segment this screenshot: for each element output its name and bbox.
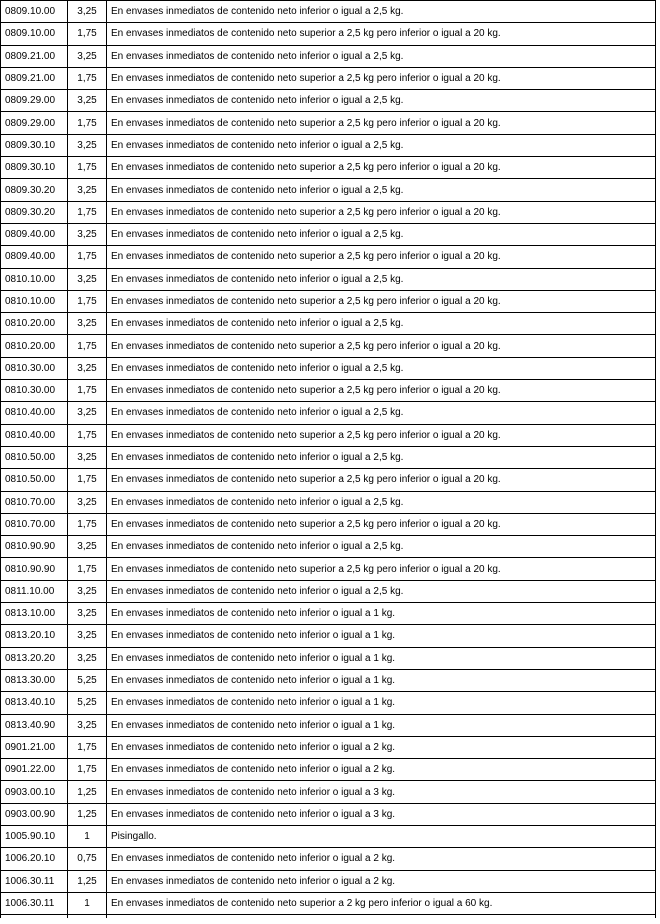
- table-row: [1, 625, 656, 647]
- table-row: [1, 781, 656, 803]
- rate-cell: 1,25: [68, 870, 107, 892]
- table-row: [1, 201, 656, 223]
- description-cell: En envases inmediatos de contenido neto inferior o igual a 2,5 kg.: [107, 1, 656, 23]
- description-cell: En envases inmediatos de contenido neto superior a 2,5 kg pero inferior o igual a 20 kg.: [107, 112, 656, 134]
- description-cell: En envases inmediatos de contenido neto inferior o igual a 1 kg.: [107, 603, 656, 625]
- rate-cell: 1: [68, 825, 107, 847]
- table-row: [1, 759, 656, 781]
- table-row: [1, 446, 656, 468]
- tariff-code-cell: 0813.30.00: [1, 669, 68, 691]
- description-cell: En envases inmediatos de contenido neto inferior o igual a 1 kg.: [107, 669, 656, 691]
- description-cell: En envases inmediatos de contenido neto superior a 2,5 kg pero inferior o igual a 20 kg.: [107, 424, 656, 446]
- rate-cell: 1,75: [68, 469, 107, 491]
- description-cell: En envases inmediatos de contenido neto inferior o igual a 2,5 kg.: [107, 179, 656, 201]
- description-cell: En envases inmediatos de contenido neto superior a 2,5 kg pero inferior o igual a 20 kg.: [107, 67, 656, 89]
- rate-cell: 5,25: [68, 692, 107, 714]
- rate-cell: 1,75: [68, 736, 107, 758]
- rate-cell: 3,25: [68, 223, 107, 245]
- description-cell: Pisingallo.: [107, 825, 656, 847]
- description-cell: En envases inmediatos de contenido neto inferior o igual a 2,5 kg.: [107, 45, 656, 67]
- tariff-code-cell: 0809.40.00: [1, 223, 68, 245]
- table-row: [1, 714, 656, 736]
- rate-cell: 3,25: [68, 45, 107, 67]
- table-row: [1, 825, 656, 847]
- table-row: [1, 513, 656, 535]
- rate-cell: 3,25: [68, 357, 107, 379]
- tariff-code-cell: 0810.40.00: [1, 424, 68, 446]
- description-cell: En envases inmediatos de contenido neto inferior o igual a 1 kg.: [107, 647, 656, 669]
- tariff-code-cell: 0810.50.00: [1, 469, 68, 491]
- table-row: [1, 491, 656, 513]
- tariff-code-cell: 1006.30.11: [1, 892, 68, 914]
- tariff-code-cell: 0810.30.00: [1, 357, 68, 379]
- table-row: [1, 380, 656, 402]
- rate-cell: 1,75: [68, 513, 107, 535]
- table-row: [1, 268, 656, 290]
- tariff-code-cell: 1005.90.10: [1, 825, 68, 847]
- table-row: [1, 23, 656, 45]
- rate-cell: 3,25: [68, 313, 107, 335]
- table-row: [1, 469, 656, 491]
- tariff-code-cell: 0810.90.90: [1, 558, 68, 580]
- table-row: [1, 357, 656, 379]
- table-row: [1, 580, 656, 602]
- rate-cell: 1,25: [68, 781, 107, 803]
- rate-cell: 1,75: [68, 380, 107, 402]
- tariff-code-cell: 0809.21.00: [1, 67, 68, 89]
- rate-cell: 3,25: [68, 268, 107, 290]
- description-cell: En envases inmediatos de contenido neto superior a 2,5 kg pero inferior o igual a 20 kg.: [107, 469, 656, 491]
- rate-cell: 1,75: [68, 67, 107, 89]
- description-cell: En envases inmediatos de contenido neto inferior o igual a 2,5 kg.: [107, 491, 656, 513]
- table-row: [1, 179, 656, 201]
- description-cell: En envases inmediatos de contenido neto inferior o igual a 1 kg.: [107, 625, 656, 647]
- rate-cell: 1,75: [68, 424, 107, 446]
- tariff-code-cell: 0809.40.00: [1, 246, 68, 268]
- rate-cell: 1,75: [68, 335, 107, 357]
- rate-cell: 1,75: [68, 112, 107, 134]
- table-row: [1, 558, 656, 580]
- table-row: [1, 335, 656, 357]
- table-row: [1, 669, 656, 691]
- cutoff-cell: [107, 915, 656, 919]
- tariff-code-cell: 0810.30.00: [1, 380, 68, 402]
- rate-cell: 1,75: [68, 201, 107, 223]
- rate-cell: 1,75: [68, 246, 107, 268]
- tariff-table-body: [1, 1, 656, 919]
- rate-cell: 1,25: [68, 803, 107, 825]
- tariff-code-cell: 0810.20.00: [1, 335, 68, 357]
- description-cell: En envases inmediatos de contenido neto inferior o igual a 2,5 kg.: [107, 134, 656, 156]
- tariff-code-cell: 0810.50.00: [1, 446, 68, 468]
- tariff-code-cell: 0809.10.00: [1, 1, 68, 23]
- description-cell: En envases inmediatos de contenido neto superior a 2,5 kg pero inferior o igual a 20 kg.: [107, 290, 656, 312]
- tariff-code-cell: 0809.30.10: [1, 134, 68, 156]
- table-row: [1, 112, 656, 134]
- tariff-code-cell: 0901.22.00: [1, 759, 68, 781]
- cutoff-cell: [68, 915, 107, 919]
- rate-cell: 3,25: [68, 491, 107, 513]
- rate-cell: 3,25: [68, 1, 107, 23]
- description-cell: En envases inmediatos de contenido neto superior a 2,5 kg pero inferior o igual a 20 kg.: [107, 23, 656, 45]
- description-cell: En envases inmediatos de contenido neto inferior o igual a 2 kg.: [107, 736, 656, 758]
- table-row: [1, 870, 656, 892]
- rate-cell: 3,25: [68, 580, 107, 602]
- rate-cell: 3,25: [68, 625, 107, 647]
- description-cell: En envases inmediatos de contenido neto inferior o igual a 2,5 kg.: [107, 90, 656, 112]
- table-row: [1, 67, 656, 89]
- description-cell: En envases inmediatos de contenido neto inferior o igual a 3 kg.: [107, 803, 656, 825]
- description-cell: En envases inmediatos de contenido neto inferior o igual a 2,5 kg.: [107, 446, 656, 468]
- tariff-code-cell: 0813.20.10: [1, 625, 68, 647]
- rate-cell: 3,25: [68, 402, 107, 424]
- table-row: [1, 736, 656, 758]
- description-cell: En envases inmediatos de contenido neto superior a 2,5 kg pero inferior o igual a 20 kg.: [107, 513, 656, 535]
- rate-cell: 3,25: [68, 446, 107, 468]
- tariff-code-cell: 0810.10.00: [1, 290, 68, 312]
- table-row: [1, 223, 656, 245]
- rate-cell: 3,25: [68, 90, 107, 112]
- rate-cell: 0,75: [68, 848, 107, 870]
- table-row: [1, 313, 656, 335]
- tariff-code-cell: 0811.10.00: [1, 580, 68, 602]
- tariff-code-cell: 0809.10.00: [1, 23, 68, 45]
- description-cell: En envases inmediatos de contenido neto inferior o igual a 2 kg.: [107, 759, 656, 781]
- tariff-code-cell: 0813.20.20: [1, 647, 68, 669]
- table-row-cutoff: [1, 915, 656, 919]
- description-cell: En envases inmediatos de contenido neto superior a 2,5 kg pero inferior o igual a 20 kg.: [107, 201, 656, 223]
- tariff-code-cell: 0903.00.90: [1, 803, 68, 825]
- rate-cell: 1,75: [68, 558, 107, 580]
- description-cell: En envases inmediatos de contenido neto superior a 2,5 kg pero inferior o igual a 20 kg.: [107, 246, 656, 268]
- description-cell: En envases inmediatos de contenido neto inferior o igual a 1 kg.: [107, 692, 656, 714]
- description-cell: En envases inmediatos de contenido neto inferior o igual a 2,5 kg.: [107, 357, 656, 379]
- description-cell: En envases inmediatos de contenido neto inferior o igual a 2,5 kg.: [107, 402, 656, 424]
- tariff-code-cell: 0809.30.20: [1, 201, 68, 223]
- tariff-code-cell: 0813.40.90: [1, 714, 68, 736]
- table-row: [1, 290, 656, 312]
- table-row: [1, 803, 656, 825]
- table-row: [1, 848, 656, 870]
- description-cell: En envases inmediatos de contenido neto inferior o igual a 2,5 kg.: [107, 536, 656, 558]
- table-row: [1, 157, 656, 179]
- rate-cell: 3,25: [68, 603, 107, 625]
- tariff-code-cell: 0810.40.00: [1, 402, 68, 424]
- tariff-code-cell: 0903.00.10: [1, 781, 68, 803]
- description-cell: En envases inmediatos de contenido neto superior a 2,5 kg pero inferior o igual a 20 kg.: [107, 335, 656, 357]
- table-row: [1, 402, 656, 424]
- description-cell: En envases inmediatos de contenido neto inferior o igual a 2 kg.: [107, 848, 656, 870]
- tariff-code-cell: 0809.29.00: [1, 112, 68, 134]
- description-cell: En envases inmediatos de contenido neto inferior o igual a 2,5 kg.: [107, 313, 656, 335]
- rate-cell: 3,25: [68, 536, 107, 558]
- tariff-code-cell: 0810.20.00: [1, 313, 68, 335]
- tariff-code-cell: 0809.30.20: [1, 179, 68, 201]
- tariff-code-cell: 0810.10.00: [1, 268, 68, 290]
- description-cell: En envases inmediatos de contenido neto inferior o igual a 3 kg.: [107, 781, 656, 803]
- description-cell: En envases inmediatos de contenido neto inferior o igual a 1 kg.: [107, 714, 656, 736]
- description-cell: En envases inmediatos de contenido neto superior a 2,5 kg pero inferior o igual a 20 kg.: [107, 558, 656, 580]
- table-row: [1, 692, 656, 714]
- tariff-code-cell: 0813.10.00: [1, 603, 68, 625]
- description-cell: En envases inmediatos de contenido neto inferior o igual a 2,5 kg.: [107, 268, 656, 290]
- table-row: [1, 246, 656, 268]
- description-cell: En envases inmediatos de contenido neto superior a 2,5 kg pero inferior o igual a 20 kg.: [107, 157, 656, 179]
- tariff-code-cell: 0810.70.00: [1, 513, 68, 535]
- tariff-code-cell: 0809.21.00: [1, 45, 68, 67]
- table-row: [1, 90, 656, 112]
- table-row: [1, 1, 656, 23]
- rate-cell: 1: [68, 892, 107, 914]
- tariff-code-cell: 0901.21.00: [1, 736, 68, 758]
- tariff-code-cell: 0809.30.10: [1, 157, 68, 179]
- tariff-code-cell: 0809.29.00: [1, 90, 68, 112]
- table-row: [1, 424, 656, 446]
- description-cell: En envases inmediatos de contenido neto inferior o igual a 2,5 kg.: [107, 580, 656, 602]
- table-row: [1, 536, 656, 558]
- rate-cell: 1,75: [68, 23, 107, 45]
- rate-cell: 1,75: [68, 290, 107, 312]
- description-cell: En envases inmediatos de contenido neto inferior o igual a 2 kg.: [107, 870, 656, 892]
- rate-cell: 3,25: [68, 714, 107, 736]
- rate-cell: 3,25: [68, 134, 107, 156]
- table-row: [1, 45, 656, 67]
- description-cell: En envases inmediatos de contenido neto inferior o igual a 2,5 kg.: [107, 223, 656, 245]
- tariff-code-cell: 0810.70.00: [1, 491, 68, 513]
- rate-cell: 1,75: [68, 157, 107, 179]
- table-row: [1, 134, 656, 156]
- rate-cell: 3,25: [68, 647, 107, 669]
- tariff-code-cell: 0810.90.90: [1, 536, 68, 558]
- tariff-code-cell: 1006.30.11: [1, 870, 68, 892]
- rate-cell: 1,75: [68, 759, 107, 781]
- tariff-code-cell: 0813.40.10: [1, 692, 68, 714]
- table-row: [1, 892, 656, 914]
- description-cell: En envases inmediatos de contenido neto superior a 2 kg pero inferior o igual a 60 kg.: [107, 892, 656, 914]
- description-cell: En envases inmediatos de contenido neto superior a 2,5 kg pero inferior o igual a 20 kg.: [107, 380, 656, 402]
- rate-cell: 3,25: [68, 179, 107, 201]
- rate-cell: 5,25: [68, 669, 107, 691]
- cutoff-cell: [1, 915, 68, 919]
- table-row: [1, 647, 656, 669]
- tariff-code-cell: 1006.20.10: [1, 848, 68, 870]
- table-row: [1, 603, 656, 625]
